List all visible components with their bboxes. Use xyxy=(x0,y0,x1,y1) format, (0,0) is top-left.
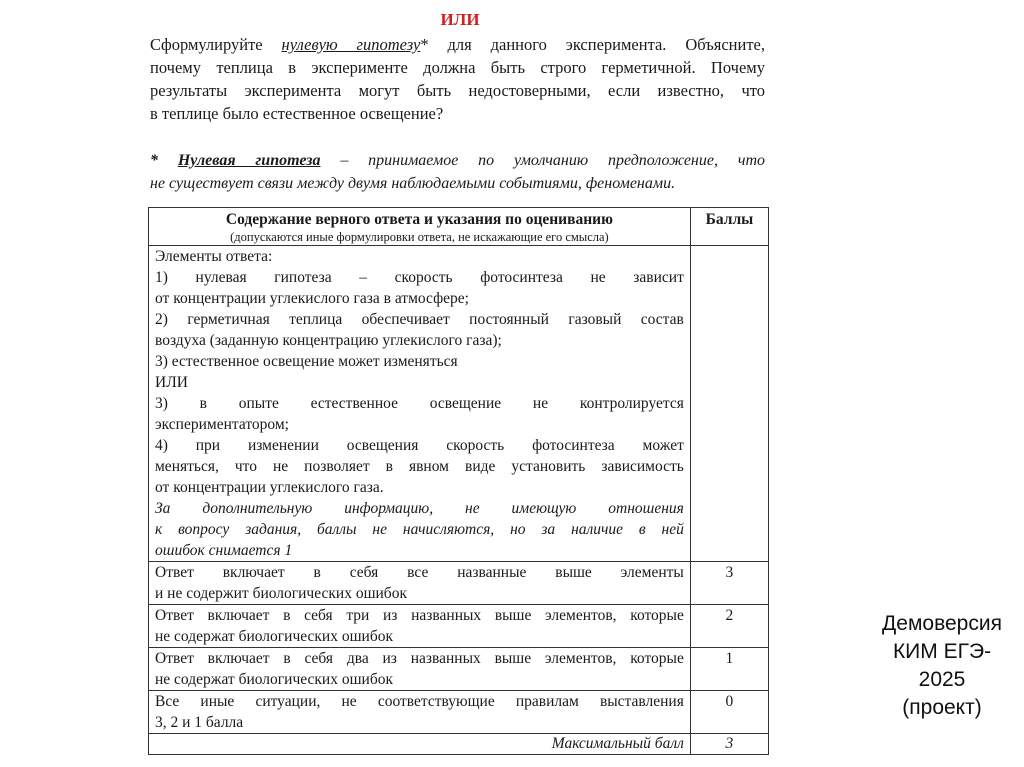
footnote-line: не существует связи между двумя наблюдаемыми событиями, феноменами. xyxy=(150,175,676,192)
answer-element-line: меняться, что не позволяет в явном виде установить зависимость xyxy=(155,458,684,475)
side-caption xyxy=(862,610,1022,722)
criterion-text xyxy=(149,562,691,605)
answer-element-line: экспериментатором; xyxy=(155,416,289,433)
criterion-line: Ответ включает в себя все названные выше элементы xyxy=(155,564,684,581)
criterion-score: 1 xyxy=(690,648,768,691)
criterion-line: не содержат биологических ошибок xyxy=(155,628,393,645)
header-sub: (допускаются иные формулировки ответа, не искажающие его смысла) xyxy=(230,230,609,244)
criterion-line: не содержат биологических ошибок xyxy=(155,671,393,688)
answer-element-line: Элементы ответа: xyxy=(155,248,273,265)
criterion-score: 2 xyxy=(690,605,768,648)
footnote-term: Нулевая гипотеза xyxy=(177,152,321,169)
criterion-row xyxy=(149,605,769,648)
max-score-label: Максимальный балл xyxy=(149,734,691,755)
footnote-star: * xyxy=(150,152,178,169)
answer-element-line: ИЛИ xyxy=(155,374,188,391)
penalty-note-line: За дополнительную информацию, не имеющую отношения xyxy=(155,500,684,517)
answer-elements-row xyxy=(149,246,769,562)
answer-element-line: воздуха (заданную концентрацию углекислого газа); xyxy=(155,332,502,349)
criterion-text xyxy=(149,691,691,734)
answer-element-line: от концентрации углекислого газа. xyxy=(155,479,384,496)
caption-line: 2025 xyxy=(918,668,966,691)
criterion-row xyxy=(149,648,769,691)
empty-score-cell xyxy=(690,246,768,562)
max-score-row xyxy=(149,734,769,755)
question-rest: * для данного эксперимента. Объясните, xyxy=(420,35,765,54)
criterion-score: 0 xyxy=(690,691,768,734)
criterion-line: 3, 2 и 1 балла xyxy=(155,714,244,731)
table-header xyxy=(149,208,769,246)
question-line: почему теплица в эксперименте должна быть строго герметичной. Почему xyxy=(150,58,765,77)
header-score: Баллы xyxy=(690,208,768,246)
criterion-score: 3 xyxy=(690,562,768,605)
header-content xyxy=(149,208,691,246)
footnote xyxy=(150,149,765,195)
question-line: результаты эксперимента могут быть недостоверными, если известно, что xyxy=(150,81,765,100)
null-hypothesis-term: нулевую гипотезу xyxy=(281,35,421,54)
grading-table xyxy=(148,207,769,755)
question-start: Сформулируйте xyxy=(150,35,263,54)
answer-element-line: 1) нулевая гипотеза – скорость фотосинтеза не зависит xyxy=(155,269,684,286)
caption-line: (проект) xyxy=(902,696,982,719)
answer-element-line: 3) естественное освещение может изменяться xyxy=(155,353,458,370)
question-line xyxy=(150,33,765,56)
max-score-value: 3 xyxy=(690,734,768,755)
answer-element-line: 4) при изменении освещения скорость фотосинтеза может xyxy=(155,437,684,454)
header-main: Содержание верного ответа и указания по оцениванию xyxy=(225,211,613,228)
criterion-row xyxy=(149,562,769,605)
criterion-line: Все иные ситуации, не соответствующие правилам выставления xyxy=(155,693,684,710)
question-line: в теплице было естественное освещение? xyxy=(150,104,444,123)
penalty-note-line: ошибок снимается 1 xyxy=(155,542,293,559)
or-heading: ИЛИ xyxy=(440,10,480,29)
footnote-line xyxy=(150,149,765,172)
answer-element-line: от концентрации углекислого газа в атмосфере; xyxy=(155,290,469,307)
criterion-text xyxy=(149,648,691,691)
caption-line: Демоверсия xyxy=(882,612,1002,635)
question-text xyxy=(150,33,765,125)
answer-element-line: 3) в опыте естественное освещение не контролируется xyxy=(155,395,684,412)
caption-line: КИМ ЕГЭ- xyxy=(892,640,992,663)
criterion-line: и не содержит биологических ошибок xyxy=(155,585,407,602)
penalty-note-line: к вопросу задания, баллы не начисляются, но за наличие в ней xyxy=(155,521,684,538)
criterion-line: Ответ включает в себя два из названных выше элементов, которые xyxy=(155,650,684,667)
answer-element-line: 2) герметичная теплица обеспечивает постоянный газовый состав xyxy=(155,311,684,328)
footnote-definition: – принимаемое по умолчанию предположение, что xyxy=(320,152,765,169)
criterion-row xyxy=(149,691,769,734)
answer-elements xyxy=(149,246,691,562)
criterion-text xyxy=(149,605,691,648)
criterion-line: Ответ включает в себя три из названных выше элементов, которые xyxy=(155,607,684,624)
